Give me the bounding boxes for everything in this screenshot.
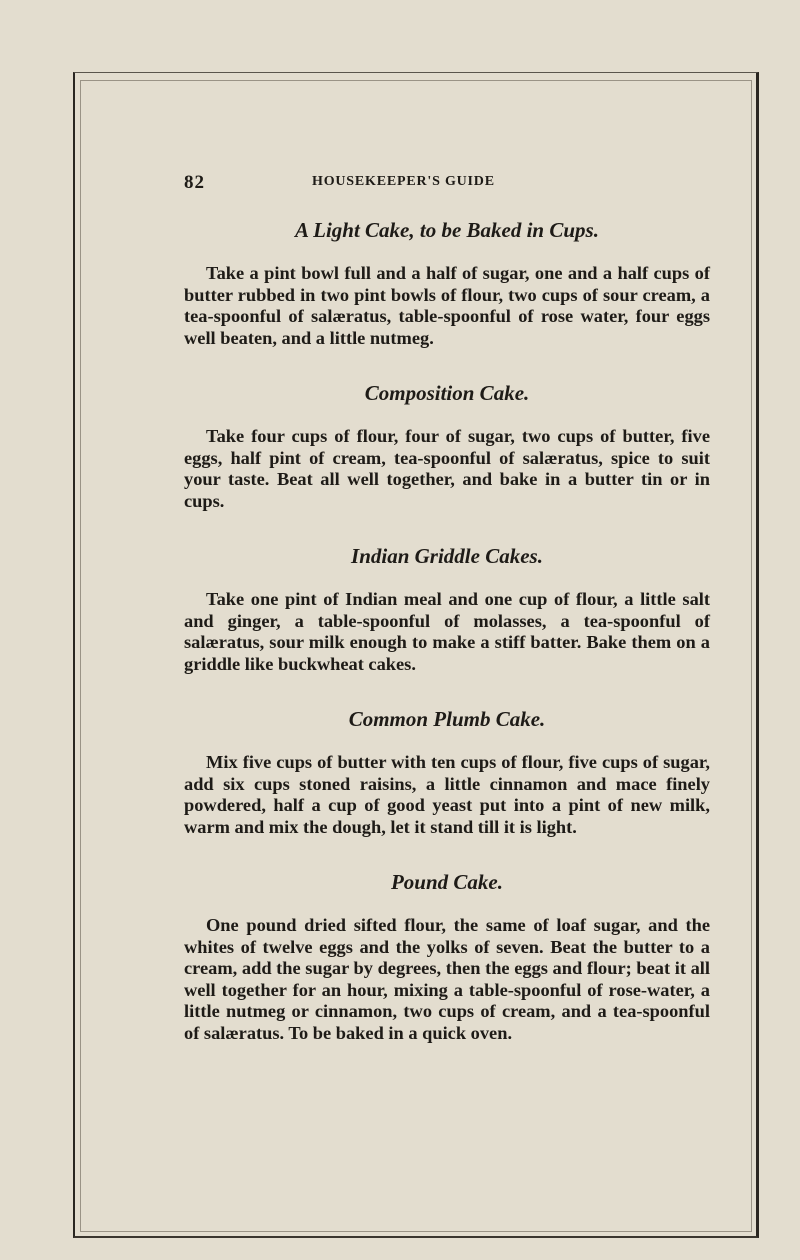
page-number: 82 [184,172,205,193]
recipe-text: Take four cups of flour, four of sugar, two cups of butter, five eggs, half pint of cream, tea-spoonful of salæratus, spice to suit your taste. Beat all well together, and bake in a butter tin or in cups. [184,426,710,511]
recipe-title: Indian Griddle Cakes. [351,544,543,568]
running-head [184,172,710,200]
recipe [184,218,710,349]
recipe-title: Composition Cake. [364,381,530,405]
recipe-title: A Light Cake, to be Baked in Cups. [295,218,599,242]
recipe-text: Take a pint bowl full and a half of sugar, one and a half cups of butter rubbed in two pint bowls of flour, two cups of sour cream, a tea-spoonful of salæratus, table-spoonful of rose water, four eggs well beaten, and a little nutmeg. [184,263,710,348]
recipe-text: Mix five cups of butter with ten cups of flour, five cups of sugar, add six cups stoned raisins, a little cinnamon and mace finely powdered, half a cup of good yeast put into a pint of new milk, warm and mix the dough, let it stand till it is light. [184,752,710,837]
recipe [184,544,710,675]
recipe [184,870,710,1044]
recipe-text: Take one pint of Indian meal and one cup of flour, a little salt and ginger, a table-spoonful of molasses, a tea-spoonful of salæratus, sour milk enough to make a stiff batter. Bake them on a griddle like buckwheat cakes. [184,589,710,674]
recipe [184,707,710,838]
running-title: HOUSEKEEPER'S GUIDE [312,174,495,189]
recipe-text: One pound dried sifted flour, the same of loaf sugar, and the whites of twelve eggs and the yolks of seven. Beat the butter to a cream, add the sugar by degrees, then the eggs and flour; beat it all well together for an hour, mixing a table-spoonful of rose-water, a little nutmeg or cinnamon, two cups of cream, and a tea-spoonful of salæratus. To be baked in a quick oven. [184,915,710,1043]
page-content [184,172,710,1076]
recipe [184,381,710,512]
recipe-title: Pound Cake. [390,870,503,894]
recipe-title: Common Plumb Cake. [348,707,546,731]
